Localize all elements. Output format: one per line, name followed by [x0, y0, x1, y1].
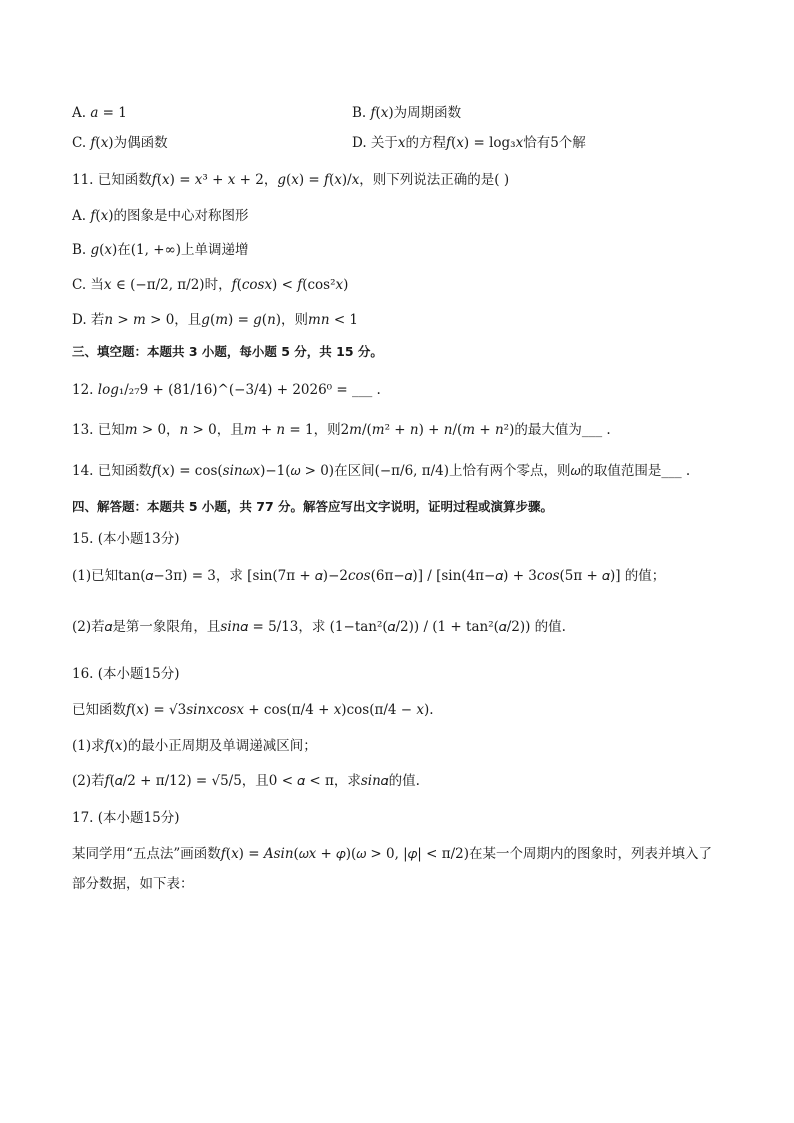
q15-part2: (2)若𝛼是第一象限角，且𝑠𝑖𝑛𝛼 = 5/13，求 (1−tan²(𝛼/2)) / (1 + tan²(𝛼/2)) 的值.	[72, 619, 566, 635]
q16-part2: (2)若𝑓(𝛼/2 + π/12) = √5/5，且0 < 𝛼 < π，求𝑠𝑖𝑛𝛼的值.	[72, 773, 420, 789]
q17-stem: 某同学用“五点法”画函数𝑓(𝑥) = 𝐴𝑠𝑖𝑛(𝜔𝑥 + 𝜑)(𝜔 > 0, |𝜑| < π/2)在某一个周期内的图象时，列表并填入了部分数据，如下表：	[72, 846, 713, 892]
q15-heading: 15. (本小题13分)	[72, 531, 180, 547]
q10-option-b: B. 𝑓(𝑥)为周期函数	[352, 105, 462, 121]
q12-text: 12. 𝑙𝑜𝑔₁/₂₇9 + (81/16)^(−3/4) + 2026⁰ = ___ .	[72, 382, 381, 398]
section-fill-in-heading: 三、填空题：本题共 3 小题，每小题 5 分，共 15 分。	[72, 344, 383, 359]
q10-option-d: D. 关于𝑥的方程𝑓(𝑥) = log₃𝑥恰有5个解	[352, 135, 586, 151]
q11-option-d: D. 若𝑛 > 𝑚 > 0，且𝑔(𝑚) = 𝑔(𝑛)，则𝑚𝑛 < 1	[72, 312, 359, 328]
q10-option-c: C. 𝑓(𝑥)为偶函数	[72, 135, 168, 151]
q11-option-b: B. 𝑔(𝑥)在(1, +∞)上单调递增	[72, 242, 249, 258]
q11-option-c: C. 当𝑥 ∈ (−π/2, π/2)时，𝑓(𝑐𝑜𝑠𝑥) < 𝑓(cos²𝑥)	[72, 277, 349, 293]
q16-part1: (1)求𝑓(𝑥)的最小正周期及单调递减区间；	[72, 738, 317, 754]
q10-option-a: A. 𝑎 = 1	[72, 105, 127, 121]
q17-heading: 17. (本小题15分)	[72, 810, 180, 826]
q16-heading: 16. (本小题15分)	[72, 666, 180, 682]
q14-text: 14. 已知函数𝑓(𝑥) = cos(𝑠𝑖𝑛𝜔𝑥)−1(𝜔 > 0)在区间(−π/6, π/4)上恰有两个零点，则𝜔的取值范围是___ .	[72, 463, 691, 479]
q11-stem: 11. 已知函数𝑓(𝑥) = 𝑥³ + 𝑥 + 2，𝑔(𝑥) = 𝑓(𝑥)/𝑥，则下列说法正确的是( )	[72, 172, 510, 188]
q13-text: 13. 已知𝑚 > 0，𝑛 > 0，且𝑚 + 𝑛 = 1，则2𝑚/(𝑚² + 𝑛) + 𝑛/(𝑚 + 𝑛²)的最大值为___ .	[72, 422, 611, 438]
q15-part1: (1)已知tan(𝛼−3π) = 3，求 [sin(7π + 𝛼)−2𝑐𝑜𝑠(6π−𝛼)] / [sin(4π−𝛼) + 3𝑐𝑜𝑠(5π + 𝛼)] 的值；	[72, 568, 666, 584]
q11-option-a: A. 𝑓(𝑥)的图象是中心对称图形	[72, 208, 249, 224]
section-solution-heading: 四、解答题：本题共 5 小题，共 77 分。解答应写出文字说明，证明过程或演算步骤。	[72, 499, 554, 514]
q16-stem: 已知函数𝑓(𝑥) = √3𝑠𝑖𝑛𝑥𝑐𝑜𝑠𝑥 + cos(π/4 + 𝑥)cos(π/4 − 𝑥).	[72, 702, 434, 718]
